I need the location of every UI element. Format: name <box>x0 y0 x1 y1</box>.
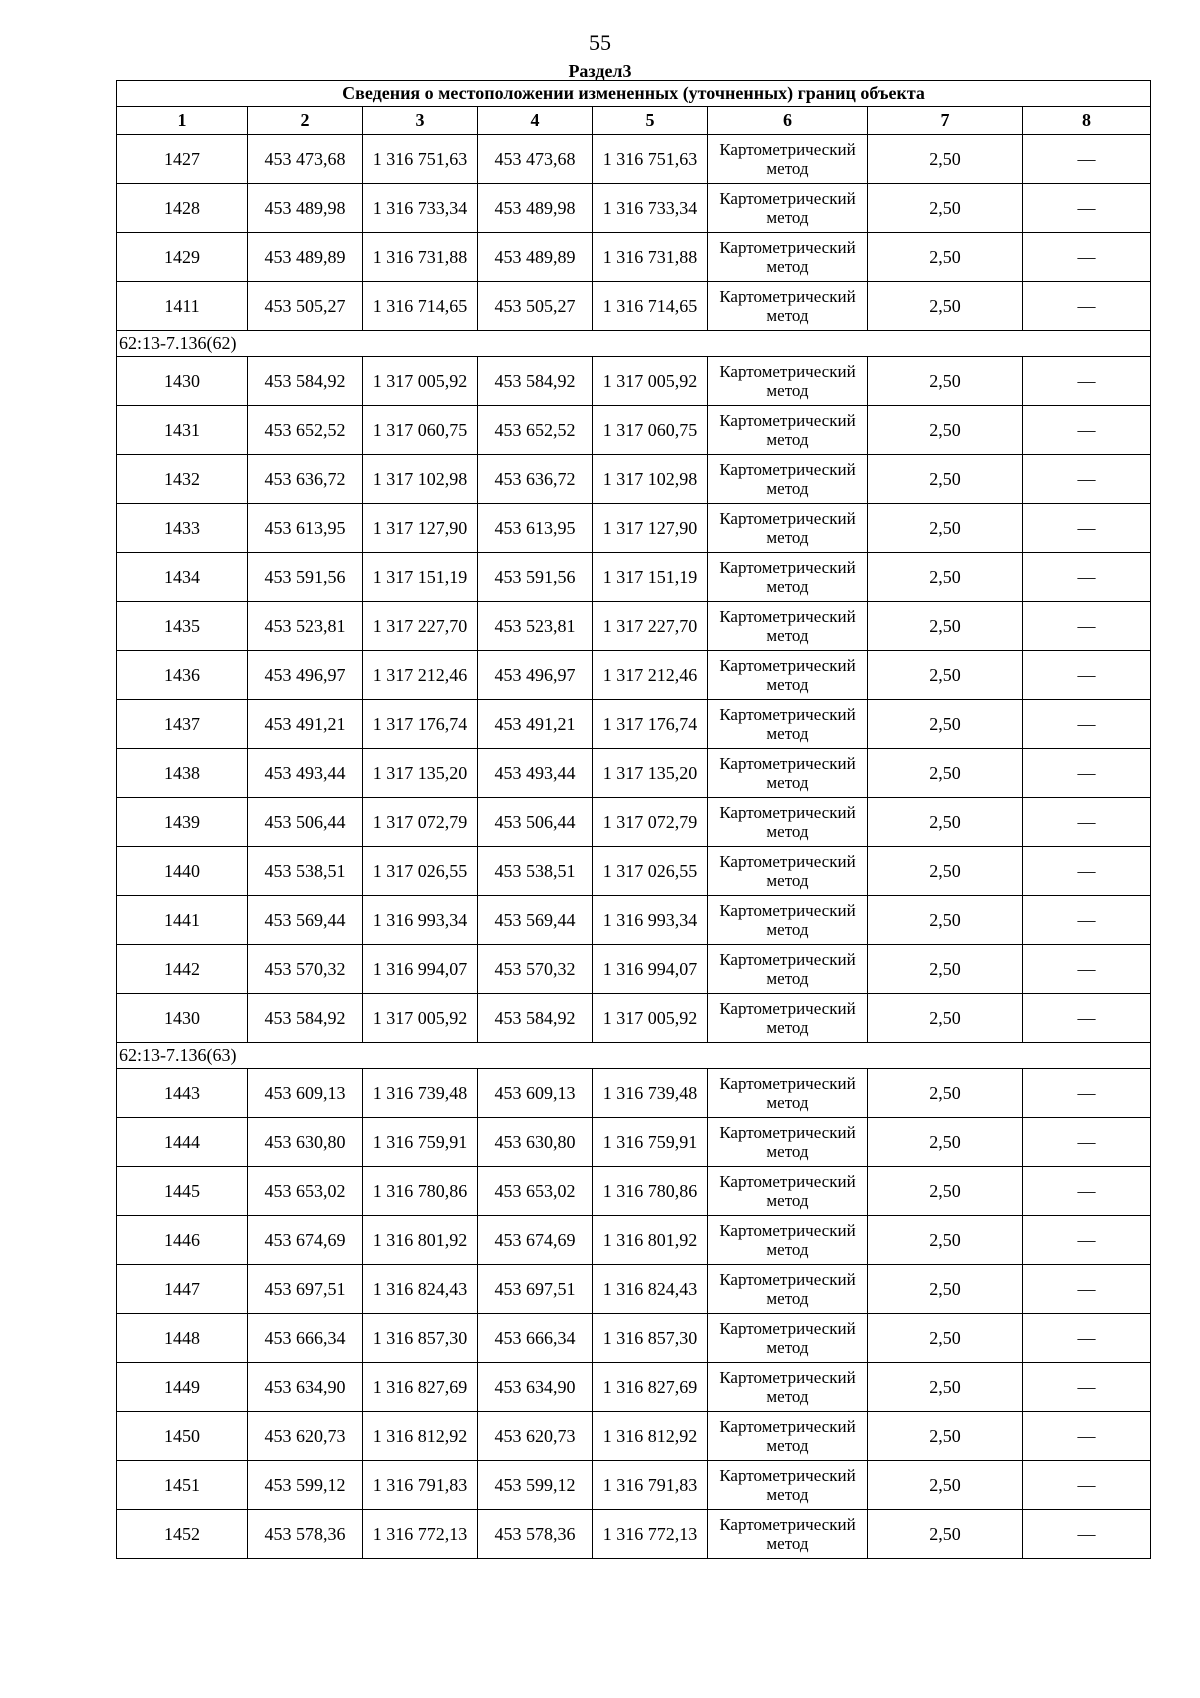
accuracy-cell: 2,50 <box>868 1118 1023 1167</box>
accuracy-cell: 2,50 <box>868 1167 1023 1216</box>
x-existing-cell: 453 570,32 <box>248 945 363 994</box>
x-existing-cell: 453 473,68 <box>248 135 363 184</box>
x-existing-cell: 453 620,73 <box>248 1412 363 1461</box>
description-cell: — <box>1023 798 1151 847</box>
point-number-cell: 1440 <box>117 847 248 896</box>
y-existing-cell: 1 317 005,92 <box>363 994 478 1043</box>
x-new-cell: 453 584,92 <box>478 994 593 1043</box>
x-new-cell: 453 569,44 <box>478 896 593 945</box>
column-number: 6 <box>708 107 868 135</box>
y-existing-cell: 1 316 759,91 <box>363 1118 478 1167</box>
y-existing-cell: 1 317 072,79 <box>363 798 478 847</box>
y-existing-cell: 1 316 801,92 <box>363 1216 478 1265</box>
point-number-cell: 1431 <box>117 406 248 455</box>
table-caption-row <box>117 81 1151 107</box>
accuracy-cell: 2,50 <box>868 406 1023 455</box>
y-new-cell: 1 316 857,30 <box>593 1314 708 1363</box>
x-existing-cell: 453 538,51 <box>248 847 363 896</box>
y-existing-cell: 1 316 733,34 <box>363 184 478 233</box>
column-numbers-row <box>117 107 1151 135</box>
column-number: 2 <box>248 107 363 135</box>
table-row <box>117 1314 1151 1363</box>
y-new-cell: 1 316 993,34 <box>593 896 708 945</box>
table-row <box>117 896 1151 945</box>
point-number-cell: 1433 <box>117 504 248 553</box>
description-cell: — <box>1023 282 1151 331</box>
column-number: 7 <box>868 107 1023 135</box>
accuracy-cell: 2,50 <box>868 357 1023 406</box>
point-number-cell: 1435 <box>117 602 248 651</box>
y-existing-cell: 1 316 827,69 <box>363 1363 478 1412</box>
y-new-cell: 1 317 005,92 <box>593 357 708 406</box>
x-new-cell: 453 634,90 <box>478 1363 593 1412</box>
accuracy-cell: 2,50 <box>868 651 1023 700</box>
x-new-cell: 453 599,12 <box>478 1461 593 1510</box>
description-cell: — <box>1023 1363 1151 1412</box>
x-existing-cell: 453 493,44 <box>248 749 363 798</box>
page-number: 55 <box>589 30 611 55</box>
description-cell: — <box>1023 651 1151 700</box>
y-new-cell: 1 316 733,34 <box>593 184 708 233</box>
description-cell: — <box>1023 1510 1151 1559</box>
y-existing-cell: 1 316 739,48 <box>363 1069 478 1118</box>
y-new-cell: 1 317 176,74 <box>593 700 708 749</box>
x-new-cell: 453 697,51 <box>478 1265 593 1314</box>
point-number-cell: 1446 <box>117 1216 248 1265</box>
method-cell: Картометрический метод <box>708 945 868 994</box>
y-existing-cell: 1 317 060,75 <box>363 406 478 455</box>
table-row <box>117 455 1151 504</box>
x-new-cell: 453 493,44 <box>478 749 593 798</box>
x-existing-cell: 453 523,81 <box>248 602 363 651</box>
method-cell: Картометрический метод <box>708 1167 868 1216</box>
y-new-cell: 1 316 827,69 <box>593 1363 708 1412</box>
x-existing-cell: 453 697,51 <box>248 1265 363 1314</box>
y-existing-cell: 1 317 102,98 <box>363 455 478 504</box>
y-new-cell: 1 316 714,65 <box>593 282 708 331</box>
y-new-cell: 1 317 135,20 <box>593 749 708 798</box>
point-number-cell: 1428 <box>117 184 248 233</box>
point-number-cell: 1452 <box>117 1510 248 1559</box>
table-row <box>117 994 1151 1043</box>
y-new-cell: 1 316 780,86 <box>593 1167 708 1216</box>
x-existing-cell: 453 653,02 <box>248 1167 363 1216</box>
description-cell: — <box>1023 1412 1151 1461</box>
description-cell: — <box>1023 406 1151 455</box>
method-cell: Картометрический метод <box>708 233 868 282</box>
table-row <box>117 798 1151 847</box>
point-number-cell: 1438 <box>117 749 248 798</box>
y-new-cell: 1 316 759,91 <box>593 1118 708 1167</box>
point-number-cell: 1444 <box>117 1118 248 1167</box>
x-existing-cell: 453 613,95 <box>248 504 363 553</box>
accuracy-cell: 2,50 <box>868 282 1023 331</box>
table-row <box>117 1167 1151 1216</box>
description-cell: — <box>1023 553 1151 602</box>
method-cell: Картометрический метод <box>708 1069 868 1118</box>
x-new-cell: 453 570,32 <box>478 945 593 994</box>
point-number-cell: 1439 <box>117 798 248 847</box>
x-new-cell: 453 674,69 <box>478 1216 593 1265</box>
x-new-cell: 453 538,51 <box>478 847 593 896</box>
method-cell: Картометрический метод <box>708 1412 868 1461</box>
x-existing-cell: 453 584,92 <box>248 357 363 406</box>
method-cell: Картометрический метод <box>708 847 868 896</box>
y-existing-cell: 1 316 772,13 <box>363 1510 478 1559</box>
x-new-cell: 453 473,68 <box>478 135 593 184</box>
x-new-cell: 453 620,73 <box>478 1412 593 1461</box>
method-cell: Картометрический метод <box>708 282 868 331</box>
table-row <box>117 1363 1151 1412</box>
accuracy-cell: 2,50 <box>868 1412 1023 1461</box>
y-new-cell: 1 317 127,90 <box>593 504 708 553</box>
x-new-cell: 453 496,97 <box>478 651 593 700</box>
x-new-cell: 453 636,72 <box>478 455 593 504</box>
y-new-cell: 1 317 026,55 <box>593 847 708 896</box>
accuracy-cell: 2,50 <box>868 896 1023 945</box>
table-row <box>117 945 1151 994</box>
table-row <box>117 135 1151 184</box>
y-existing-cell: 1 317 176,74 <box>363 700 478 749</box>
method-cell: Картометрический метод <box>708 135 868 184</box>
y-existing-cell: 1 317 212,46 <box>363 651 478 700</box>
point-number-cell: 1450 <box>117 1412 248 1461</box>
method-cell: Картометрический метод <box>708 749 868 798</box>
y-existing-cell: 1 316 857,30 <box>363 1314 478 1363</box>
description-cell: — <box>1023 1167 1151 1216</box>
table-row <box>117 1069 1151 1118</box>
y-new-cell: 1 316 772,13 <box>593 1510 708 1559</box>
description-cell: — <box>1023 135 1151 184</box>
accuracy-cell: 2,50 <box>868 847 1023 896</box>
description-cell: — <box>1023 994 1151 1043</box>
description-cell: — <box>1023 455 1151 504</box>
point-number-cell: 1436 <box>117 651 248 700</box>
accuracy-cell: 2,50 <box>868 184 1023 233</box>
accuracy-cell: 2,50 <box>868 1363 1023 1412</box>
description-cell: — <box>1023 1265 1151 1314</box>
x-new-cell: 453 613,95 <box>478 504 593 553</box>
column-number: 5 <box>593 107 708 135</box>
table-row <box>117 184 1151 233</box>
x-existing-cell: 453 496,97 <box>248 651 363 700</box>
description-cell: — <box>1023 184 1151 233</box>
y-new-cell: 1 316 824,43 <box>593 1265 708 1314</box>
group-label: 62:13-7.136(62) <box>117 331 1151 357</box>
group-row <box>117 1043 1151 1069</box>
y-new-cell: 1 316 994,07 <box>593 945 708 994</box>
point-number-cell: 1447 <box>117 1265 248 1314</box>
x-new-cell: 453 591,56 <box>478 553 593 602</box>
y-existing-cell: 1 316 812,92 <box>363 1412 478 1461</box>
x-existing-cell: 453 489,98 <box>248 184 363 233</box>
y-existing-cell: 1 317 151,19 <box>363 553 478 602</box>
table-row <box>117 406 1151 455</box>
y-new-cell: 1 317 227,70 <box>593 602 708 651</box>
method-cell: Картометрический метод <box>708 896 868 945</box>
table-row <box>117 553 1151 602</box>
column-number: 1 <box>117 107 248 135</box>
x-new-cell: 453 489,98 <box>478 184 593 233</box>
point-number-cell: 1451 <box>117 1461 248 1510</box>
method-cell: Картометрический метод <box>708 504 868 553</box>
x-new-cell: 453 506,44 <box>478 798 593 847</box>
method-cell: Картометрический метод <box>708 357 868 406</box>
column-number: 8 <box>1023 107 1151 135</box>
method-cell: Картометрический метод <box>708 1363 868 1412</box>
x-existing-cell: 453 506,44 <box>248 798 363 847</box>
table-row <box>117 847 1151 896</box>
x-new-cell: 453 666,34 <box>478 1314 593 1363</box>
description-cell: — <box>1023 602 1151 651</box>
description-cell: — <box>1023 233 1151 282</box>
x-existing-cell: 453 578,36 <box>248 1510 363 1559</box>
y-new-cell: 1 316 812,92 <box>593 1412 708 1461</box>
table-row <box>117 233 1151 282</box>
point-number-cell: 1429 <box>117 233 248 282</box>
point-number-cell: 1449 <box>117 1363 248 1412</box>
x-new-cell: 453 523,81 <box>478 602 593 651</box>
y-new-cell: 1 317 102,98 <box>593 455 708 504</box>
y-existing-cell: 1 316 731,88 <box>363 233 478 282</box>
x-existing-cell: 453 609,13 <box>248 1069 363 1118</box>
accuracy-cell: 2,50 <box>868 945 1023 994</box>
y-new-cell: 1 316 791,83 <box>593 1461 708 1510</box>
method-cell: Картометрический метод <box>708 1510 868 1559</box>
point-number-cell: 1445 <box>117 1167 248 1216</box>
description-cell: — <box>1023 1461 1151 1510</box>
method-cell: Картометрический метод <box>708 798 868 847</box>
accuracy-cell: 2,50 <box>868 700 1023 749</box>
table-row <box>117 602 1151 651</box>
group-label: 62:13-7.136(63) <box>117 1043 1151 1069</box>
description-cell: — <box>1023 1118 1151 1167</box>
method-cell: Картометрический метод <box>708 406 868 455</box>
accuracy-cell: 2,50 <box>868 1314 1023 1363</box>
y-existing-cell: 1 316 824,43 <box>363 1265 478 1314</box>
table-body <box>117 135 1151 1559</box>
method-cell: Картометрический метод <box>708 651 868 700</box>
coordinates-table <box>116 80 1151 1559</box>
table-row <box>117 1265 1151 1314</box>
table-row <box>117 1216 1151 1265</box>
y-existing-cell: 1 316 714,65 <box>363 282 478 331</box>
x-existing-cell: 453 591,56 <box>248 553 363 602</box>
y-existing-cell: 1 316 751,63 <box>363 135 478 184</box>
description-cell: — <box>1023 1216 1151 1265</box>
accuracy-cell: 2,50 <box>868 1510 1023 1559</box>
table-caption: Сведения о местоположении измененных (уточненных) границ объекта <box>117 81 1151 107</box>
accuracy-cell: 2,50 <box>868 798 1023 847</box>
description-cell: — <box>1023 847 1151 896</box>
accuracy-cell: 2,50 <box>868 1265 1023 1314</box>
description-cell: — <box>1023 504 1151 553</box>
y-existing-cell: 1 317 005,92 <box>363 357 478 406</box>
column-number: 3 <box>363 107 478 135</box>
description-cell: — <box>1023 700 1151 749</box>
table-row <box>117 1412 1151 1461</box>
x-new-cell: 453 652,52 <box>478 406 593 455</box>
x-existing-cell: 453 652,52 <box>248 406 363 455</box>
accuracy-cell: 2,50 <box>868 602 1023 651</box>
table-row <box>117 651 1151 700</box>
description-cell: — <box>1023 945 1151 994</box>
method-cell: Картометрический метод <box>708 455 868 504</box>
x-new-cell: 453 505,27 <box>478 282 593 331</box>
method-cell: Картометрический метод <box>708 1461 868 1510</box>
method-cell: Картометрический метод <box>708 994 868 1043</box>
x-new-cell: 453 578,36 <box>478 1510 593 1559</box>
y-existing-cell: 1 317 026,55 <box>363 847 478 896</box>
accuracy-cell: 2,50 <box>868 1216 1023 1265</box>
y-new-cell: 1 316 801,92 <box>593 1216 708 1265</box>
method-cell: Картометрический метод <box>708 602 868 651</box>
accuracy-cell: 2,50 <box>868 1461 1023 1510</box>
point-number-cell: 1430 <box>117 994 248 1043</box>
y-new-cell: 1 316 751,63 <box>593 135 708 184</box>
accuracy-cell: 2,50 <box>868 135 1023 184</box>
point-number-cell: 1441 <box>117 896 248 945</box>
method-cell: Картометрический метод <box>708 1265 868 1314</box>
x-existing-cell: 453 630,80 <box>248 1118 363 1167</box>
y-new-cell: 1 317 060,75 <box>593 406 708 455</box>
y-existing-cell: 1 317 135,20 <box>363 749 478 798</box>
accuracy-cell: 2,50 <box>868 1069 1023 1118</box>
x-new-cell: 453 609,13 <box>478 1069 593 1118</box>
x-existing-cell: 453 636,72 <box>248 455 363 504</box>
y-existing-cell: 1 316 994,07 <box>363 945 478 994</box>
method-cell: Картометрический метод <box>708 1118 868 1167</box>
point-number-cell: 1411 <box>117 282 248 331</box>
point-number-cell: 1427 <box>117 135 248 184</box>
method-cell: Картометрический метод <box>708 1216 868 1265</box>
x-new-cell: 453 653,02 <box>478 1167 593 1216</box>
y-existing-cell: 1 317 227,70 <box>363 602 478 651</box>
x-new-cell: 453 630,80 <box>478 1118 593 1167</box>
x-new-cell: 453 491,21 <box>478 700 593 749</box>
method-cell: Картометрический метод <box>708 700 868 749</box>
description-cell: — <box>1023 357 1151 406</box>
column-number: 4 <box>478 107 593 135</box>
x-new-cell: 453 584,92 <box>478 357 593 406</box>
table-row <box>117 357 1151 406</box>
table-row <box>117 1461 1151 1510</box>
table-row <box>117 1510 1151 1559</box>
point-number-cell: 1442 <box>117 945 248 994</box>
accuracy-cell: 2,50 <box>868 749 1023 798</box>
point-number-cell: 1437 <box>117 700 248 749</box>
section-title: Раздел3 <box>568 61 632 81</box>
x-existing-cell: 453 491,21 <box>248 700 363 749</box>
description-cell: — <box>1023 749 1151 798</box>
group-row <box>117 331 1151 357</box>
y-existing-cell: 1 316 780,86 <box>363 1167 478 1216</box>
method-cell: Картометрический метод <box>708 184 868 233</box>
description-cell: — <box>1023 1314 1151 1363</box>
description-cell: — <box>1023 896 1151 945</box>
table-row <box>117 504 1151 553</box>
x-existing-cell: 453 584,92 <box>248 994 363 1043</box>
table-row <box>117 700 1151 749</box>
y-new-cell: 1 317 151,19 <box>593 553 708 602</box>
y-new-cell: 1 317 212,46 <box>593 651 708 700</box>
point-number-cell: 1430 <box>117 357 248 406</box>
accuracy-cell: 2,50 <box>868 553 1023 602</box>
point-number-cell: 1443 <box>117 1069 248 1118</box>
method-cell: Картометрический метод <box>708 1314 868 1363</box>
description-cell: — <box>1023 1069 1151 1118</box>
x-new-cell: 453 489,89 <box>478 233 593 282</box>
accuracy-cell: 2,50 <box>868 504 1023 553</box>
table-row <box>117 282 1151 331</box>
x-existing-cell: 453 634,90 <box>248 1363 363 1412</box>
accuracy-cell: 2,50 <box>868 233 1023 282</box>
x-existing-cell: 453 505,27 <box>248 282 363 331</box>
y-new-cell: 1 316 731,88 <box>593 233 708 282</box>
accuracy-cell: 2,50 <box>868 455 1023 504</box>
y-new-cell: 1 317 072,79 <box>593 798 708 847</box>
accuracy-cell: 2,50 <box>868 994 1023 1043</box>
x-existing-cell: 453 489,89 <box>248 233 363 282</box>
y-new-cell: 1 317 005,92 <box>593 994 708 1043</box>
point-number-cell: 1434 <box>117 553 248 602</box>
y-existing-cell: 1 316 791,83 <box>363 1461 478 1510</box>
y-new-cell: 1 316 739,48 <box>593 1069 708 1118</box>
table-row <box>117 749 1151 798</box>
y-existing-cell: 1 316 993,34 <box>363 896 478 945</box>
table-row <box>117 1118 1151 1167</box>
point-number-cell: 1432 <box>117 455 248 504</box>
method-cell: Картометрический метод <box>708 553 868 602</box>
point-number-cell: 1448 <box>117 1314 248 1363</box>
x-existing-cell: 453 569,44 <box>248 896 363 945</box>
y-existing-cell: 1 317 127,90 <box>363 504 478 553</box>
x-existing-cell: 453 674,69 <box>248 1216 363 1265</box>
x-existing-cell: 453 599,12 <box>248 1461 363 1510</box>
x-existing-cell: 453 666,34 <box>248 1314 363 1363</box>
